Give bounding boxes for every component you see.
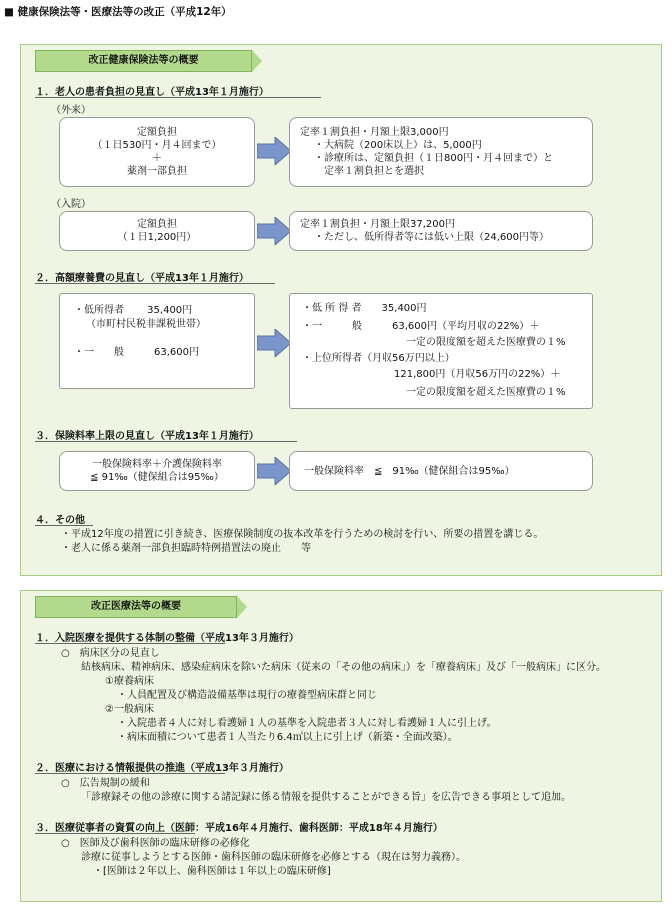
old-highcost-box [59,293,255,389]
s4-heading: ４．その他 [35,515,85,526]
new-outpatient-box [289,117,593,187]
old-outpatient-line-3: ＋ [152,153,162,164]
p2-s2-underline [35,773,225,774]
p2-s3-heading: ３．医療従事者の資質の向上（医師：平成16年４月施行、歯科医師：平成18年４月施行） [35,823,443,834]
new-outpatient-line-2: ・大病院（200床以上）は、5,000円 [314,140,482,151]
p2-s1-line-1: ○ 病床区分の見直し [61,648,160,659]
p2-s2-line-1: ○ 広告規制の緩和 [61,778,150,789]
p2-s1-line-4: ・人員配置及び構造設備基準は現行の療養型病床群と同じ [117,690,377,701]
old-highcost-line-1: ・低所得者 35,400円 [74,305,193,316]
p2-s1-underline [35,643,225,644]
old-outpatient-line-4: 薬剤一部負担 [127,166,187,177]
p2-s2-line-2: 「診療録その他の診療に関する諸記録に係る情報を提供することができる旨」を広告できる事項として追加。 [81,792,571,803]
p2-s1-heading: １．入院医療を提供する体制の整備（平成13年３月施行） [35,633,299,644]
old-premium-line-2: ≦ 91‰（健保組合は95‰） [90,472,224,483]
old-outpatient-line-2: （１日530円・月４回まで） [92,140,222,151]
new-highcost-box [289,293,593,409]
arrow-right-icon [257,457,291,485]
s2-heading: ２．高額療養費の見直し（平成13年１月施行） [35,273,249,284]
p2-s3-line-2: 診療に従事しようとする医師・歯科医師の臨床研修を必修とする（現在は努力義務）。 [81,852,466,863]
s3-underline [35,441,297,442]
new-outpatient-line-3: ・診療所は、定額負担（１日800円・月４回まで）と [314,153,554,164]
outpatient-label: （外来） [51,105,91,116]
p2-s3-line-1: ○ 医師及び歯科医師の臨床研修の必修化 [61,838,250,849]
s1-underline [35,97,321,98]
old-premium-line-1: 一般保険料率＋介護保険料率 [92,459,222,470]
new-inpatient-box [289,211,593,251]
medical-law-panel [20,590,662,902]
p2-s1-line-6: ・入院患者４人に対し看護婦１人の基準を入院患者３人に対し看護婦１人に引上げ。 [117,718,497,729]
old-highcost-line-3: ・一 般 63,600円 [74,347,199,358]
p2-s1-line-3: ①療養病床 [105,676,154,687]
arrow-right-icon [257,137,291,165]
s2-underline [35,283,275,284]
p2-s3-underline [35,833,195,834]
panel2-tab: 改正医療法等の概要 [35,596,237,618]
panel1-tab: 改正健康保険法等の概要 [35,50,252,72]
arrow-right-icon [257,329,291,357]
s1-heading: １．老人の患者負担の見直し（平成13年１月施行） [35,87,269,98]
old-outpatient-box [59,117,255,187]
p2-s1-line-7: ・病床面積について患者１人当たり6.4㎡以上に引上げ（新築・全面改築）。 [117,732,458,743]
new-highcost-line-5: 121,800円（月収56万円の22%）＋ [394,369,561,380]
page-title: ■ 健康保険法等・医療法等の改正（平成12年） [4,6,232,18]
p2-s3-line-3: ・[医師は２年以上、歯科医師は１年以上の臨床研修] [93,866,331,877]
s3-heading: ３．保険料率上限の見直し（平成13年１月施行） [35,431,259,442]
new-highcost-line-2: ・一 般 63,600円（平均月収の22%）＋ [302,321,540,332]
old-inpatient-line-1: 定額負担 [137,219,177,230]
s4-underline [35,525,93,526]
old-inpatient-box [59,211,255,251]
old-inpatient-line-2: （１日1,200円） [117,232,197,243]
new-premium-line: 一般保険料率 ≦ 91‰（健保組合は95‰） [304,466,515,477]
s4-line-1: ・平成12年度の措置に引き続き、医療保険制度の抜本改革を行うための検討を行い、所要の措置を講じる。 [61,529,544,540]
new-highcost-line-3: 一定の限度額を超えた医療費の１% [406,337,566,348]
s4-line-2: ・老人に係る薬剤一部負担臨時特例措置法の廃止 等 [61,543,311,554]
p2-s1-line-2: 結核病床、精神病床、感染症病床を除いた病床（従来の「その他の病床」）を「療養病床」及び「一般病床」に区分。 [81,662,606,673]
new-highcost-line-6: 一定の限度額を超えた医療費の１% [406,387,566,398]
p2-s1-line-5: ②一般病床 [105,704,154,715]
inpatient-label: （入院） [51,199,91,210]
old-outpatient-line-1: 定額負担 [137,127,177,138]
new-highcost-line-1: ・低 所 得 者 35,400円 [302,303,427,314]
new-premium-box [289,451,593,491]
p2-s2-heading: ２．医療における情報提供の推進（平成13年３月施行） [35,763,289,774]
new-outpatient-line-1: 定率１割負担・月額上限3,000円 [300,127,449,138]
old-premium-box [59,451,255,491]
new-inpatient-line-2: ・ただし、低所得者等には低い上限（24,600円等） [314,232,549,243]
new-inpatient-line-1: 定率１割負担・月額上限37,200円 [300,219,455,230]
old-highcost-line-2: （市町村民税非課税世帯） [86,319,206,330]
new-outpatient-line-4: 定率１割負担とを選択 [324,166,424,177]
new-highcost-line-4: ・上位所得者（月収56万円以上） [302,353,455,364]
arrow-right-icon [257,217,291,245]
health-insurance-panel [20,44,662,576]
